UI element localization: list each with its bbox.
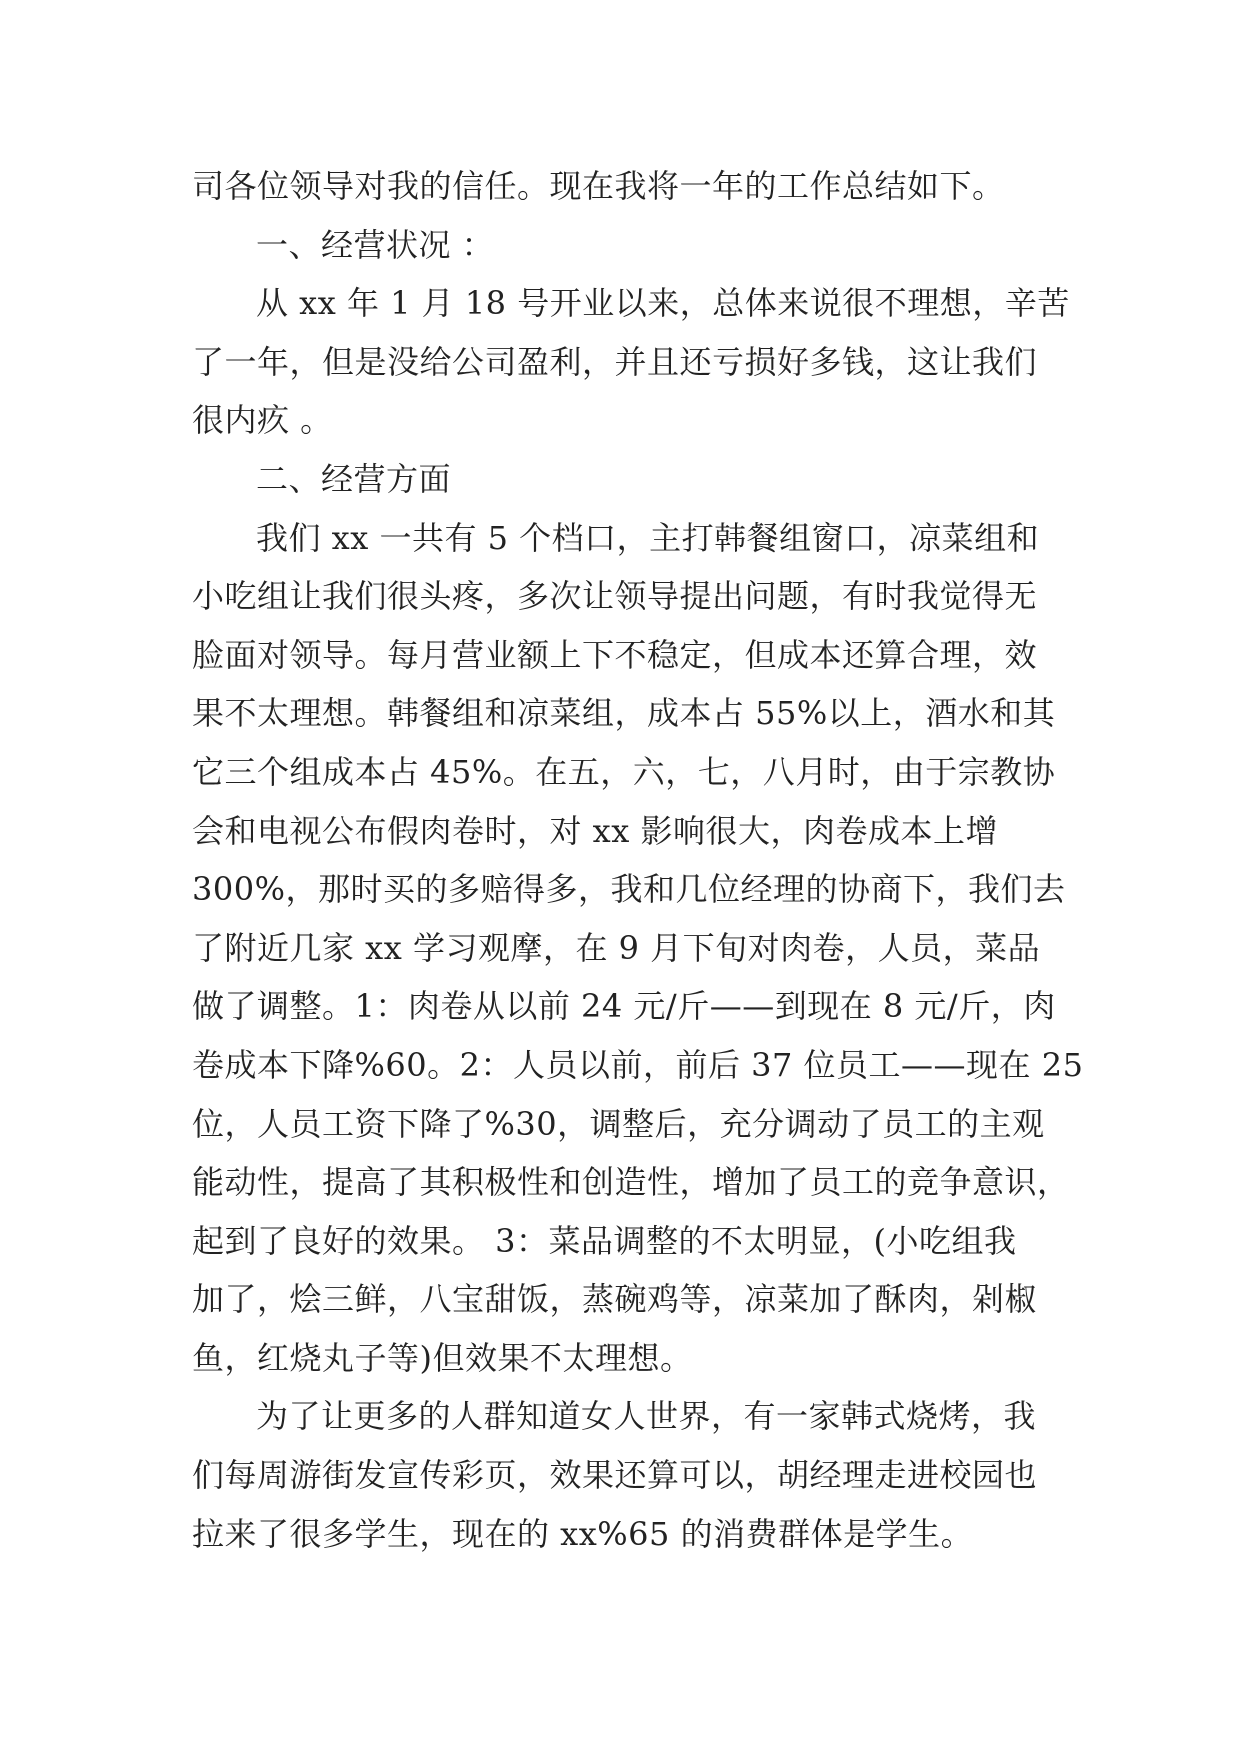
document-body [192, 157, 1084, 1563]
text-line: 果不太理想。韩餐组和凉菜组，成本占 55%以上，酒水和其 [192, 694, 1056, 733]
text-line: 们每周游街发宣传彩页，效果还算可以，胡经理走进校园也 [192, 1456, 1038, 1495]
text-line: 小吃组让我们很头疼，多次让领导提出问题，有时我觉得无 [192, 577, 1038, 616]
text-line: 卷成本下降%60。2：人员以前，前后 37 位员工——现在 25 [192, 1045, 1084, 1084]
text-line: 鱼，红烧丸子等)但效果不太理想。 [192, 1338, 693, 1377]
text-line: 了一年，但是没给公司盈利，并且还亏损好多钱，这让我们 [192, 342, 1038, 381]
text-line: 它三个组成本占 45%。在五，六，七，八月时，由于宗教协 [192, 752, 1056, 791]
text-line: 拉来了很多学生，现在的 xx%65 的消费群体是学生。 [192, 1514, 974, 1553]
text-line: 位，人员工资下降了%30，调整后，充分调动了员工的主观 [192, 1104, 1045, 1143]
text-line: 了附近几家 xx 学习观摩，在 9 月下旬对肉卷，人员，菜品 [192, 928, 1041, 967]
text-line: 司各位领导对我的信任。现在我将一年的工作总结如下。 [192, 167, 1005, 205]
text-line: 做了调整。1：肉卷从以前 24 元/斤——到现在 8 元/斤，肉 [192, 987, 1056, 1026]
text-line: 起到了良好的效果。 3：菜品调整的不太明显，(小吃组我 [192, 1221, 1017, 1260]
text-line: 从 xx 年 1 月 18 号开业以来，总体来说很不理想，辛苦 [256, 284, 1070, 323]
text-line: 加了，烩三鲜，八宝甜饭，蒸碗鸡等，凉菜加了酥肉，剁椒 [192, 1280, 1038, 1319]
section-heading: 二、经营方面 [256, 459, 452, 498]
text-line: 脸面对领导。每月营业额上下不稳定，但成本还算合理，效 [192, 635, 1038, 674]
text-line: 我们 xx 一共有 5 个档口，主打韩餐组窗口，凉菜组和 [256, 518, 1040, 557]
text-line: 300%，那时买的多赔得多，我和几位经理的协商下，我们去 [192, 870, 1066, 909]
text-line: 会和电视公布假肉卷时，对 xx 影响很大，肉卷成本上增 [192, 811, 998, 850]
text-line: 为了让更多的人群知道女人世界，有一家韩式烧烤，我 [256, 1397, 1037, 1436]
section-heading: 一、经营状况 ： [256, 225, 495, 264]
text-line: 很内疚 。 [192, 401, 333, 440]
text-line: 能动性，提高了其积极性和创造性，增加了员工的竞争意识， [192, 1163, 1070, 1202]
